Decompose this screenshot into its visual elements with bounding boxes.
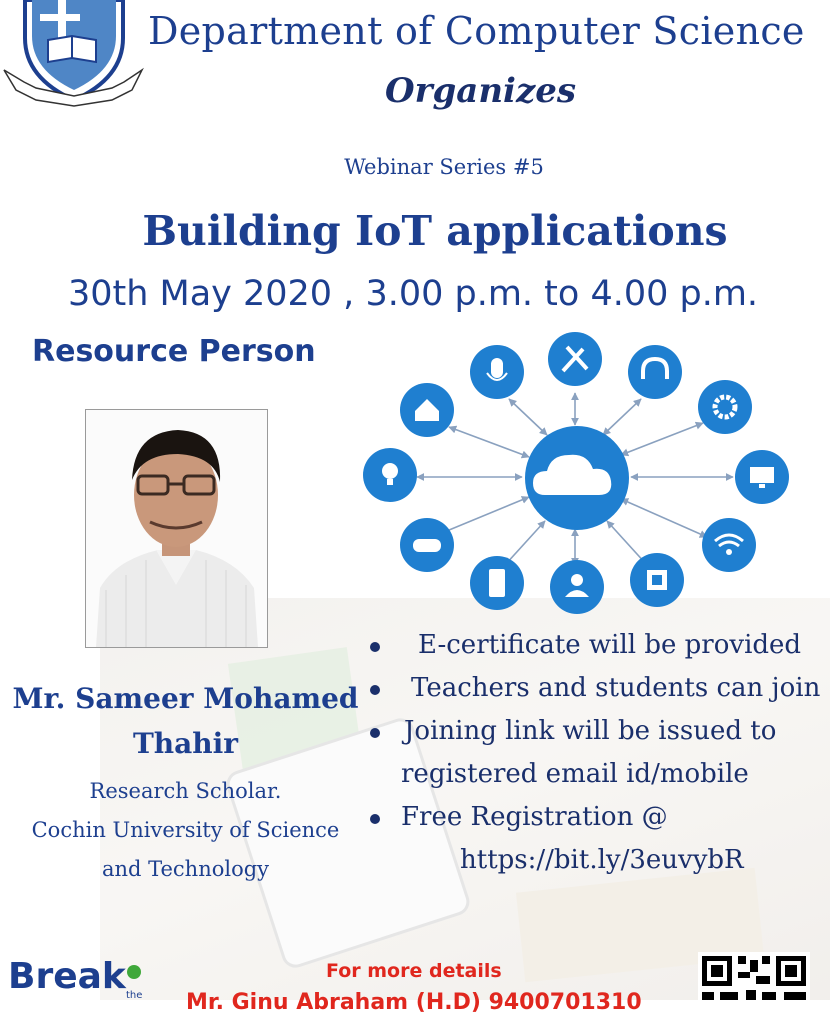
wifi-icon <box>702 518 756 572</box>
speaker-name-line2: Thahir <box>132 727 239 760</box>
break-logo-text: Break <box>8 956 126 997</box>
microphone-icon <box>470 345 524 399</box>
tools-icon <box>548 332 602 386</box>
speaker-role: Research Scholar. <box>89 779 282 803</box>
webinar-series-label: Webinar Series #5 <box>344 155 544 179</box>
webinar-title: Building IoT applications <box>142 207 728 255</box>
speaker-name-line1: Mr. Sameer Mohamed <box>12 682 359 715</box>
college-crest-logo <box>0 0 145 108</box>
monitor-icon <box>735 450 789 504</box>
user-icon <box>550 560 604 614</box>
speaker-name <box>0 676 371 766</box>
speaker-affiliation-line2: and Technology <box>101 857 270 881</box>
break-the-lockdown-logo <box>6 950 146 1000</box>
chip-icon <box>630 553 684 607</box>
qr-code[interactable] <box>698 952 810 1000</box>
more-details-label: For more details <box>326 960 502 982</box>
contact-info: Mr. Ginu Abraham (H.D) 9400701310 <box>186 990 642 1015</box>
iot-cloud-diagram <box>357 325 797 625</box>
speaker-affiliation-line1: Cochin University of Science <box>31 818 340 842</box>
home-icon <box>400 383 454 437</box>
organizes-label: Organizes <box>385 71 577 111</box>
gear-icon <box>698 380 752 434</box>
department-title: Department of Computer Science <box>148 9 805 53</box>
resource-person-heading: Resource Person <box>32 334 316 369</box>
speaker-photo <box>85 409 268 648</box>
webinar-date-time: 30th May 2020 , 3.00 p.m. to 4.00 p.m. <box>67 274 759 314</box>
gamepad-icon <box>400 518 454 572</box>
lightbulb-icon <box>363 448 417 502</box>
break-logo-small-text: the <box>126 990 143 1000</box>
smartphone-icon <box>470 556 524 610</box>
headphones-icon <box>628 345 682 399</box>
